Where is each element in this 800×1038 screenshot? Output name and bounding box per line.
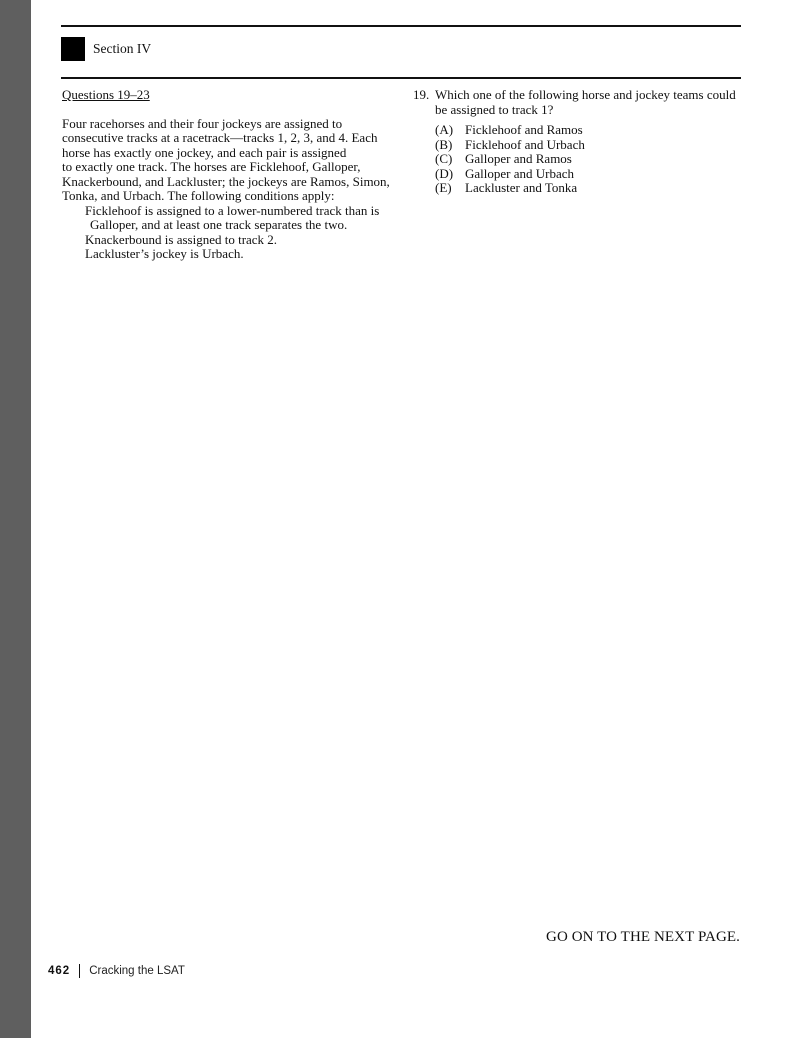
- condition-line: Knackerbound is assigned to track 2.: [85, 231, 278, 247]
- answer-choices: [435, 123, 743, 196]
- footer-divider: [79, 964, 80, 978]
- answer-choice-a[interactable]: [435, 123, 743, 138]
- page-gutter-bar: [0, 0, 31, 1038]
- choice-text: Ficklehoof and Ramos: [465, 122, 583, 137]
- section-marker-box: [61, 37, 85, 61]
- choice-letter: (C): [435, 151, 453, 166]
- question-stem-line: Which one of the following horse and jockey teams could: [435, 87, 736, 102]
- question-number: 19.: [413, 87, 430, 102]
- passage-line: Tonka, and Urbach. The following conditions apply:: [62, 188, 335, 203]
- passage-line: consecutive tracks at a racetrack—tracks 1, 2, 3, and 4. Each: [62, 130, 378, 145]
- question-stem-line: be assigned to track 1?: [435, 101, 554, 117]
- answer-choice-e[interactable]: [435, 181, 743, 196]
- choice-letter: (D): [435, 165, 454, 181]
- go-on-notice: GO ON TO THE NEXT PAGE.: [546, 929, 740, 945]
- passage-line: to exactly one track. The horses are Ficklehoof, Galloper,: [62, 159, 361, 174]
- condition-3: [62, 247, 392, 262]
- questions-heading: Questions 19–23: [62, 87, 150, 102]
- page-number: 462: [48, 965, 71, 977]
- choice-text: Galloper and Ramos: [465, 151, 572, 166]
- passage-line: Four racehorses and their four jockeys are assigned to: [62, 115, 343, 131]
- passage-line: Knackerbound, and Lackluster; the jockeys are Ramos, Simon,: [62, 173, 390, 189]
- page-footer: [48, 964, 185, 978]
- choice-text: Lackluster and Tonka: [465, 180, 578, 195]
- header-rule: [61, 77, 741, 79]
- question-19: [413, 88, 743, 117]
- choice-letter: (A): [435, 122, 454, 137]
- book-title: Cracking the LSAT: [89, 965, 185, 977]
- question-column: [413, 88, 743, 196]
- choice-text: Galloper and Urbach: [465, 165, 575, 181]
- passage-line: horse has exactly one jockey, and each pair is assigned: [62, 144, 347, 160]
- answer-choice-b[interactable]: [435, 138, 743, 153]
- condition-2: [62, 233, 392, 248]
- answer-choice-d[interactable]: [435, 167, 743, 182]
- condition-line: Lackluster’s jockey is Urbach.: [85, 246, 244, 261]
- section-label: Section IV: [93, 41, 152, 56]
- question-stem: [435, 88, 743, 117]
- condition-line-continued: Galloper, and at least one track separates the two.: [90, 217, 348, 232]
- answer-choice-c[interactable]: [435, 152, 743, 167]
- passage-text: [62, 117, 392, 204]
- top-rule: [61, 25, 741, 27]
- condition-line: Ficklehoof is assigned to a lower-numbered track than is: [85, 202, 380, 218]
- choice-text: Ficklehoof and Urbach: [465, 136, 585, 152]
- choice-letter: (E): [435, 180, 452, 195]
- choice-letter: (B): [435, 136, 453, 152]
- condition-1: [62, 204, 392, 233]
- passage-column: [62, 88, 392, 262]
